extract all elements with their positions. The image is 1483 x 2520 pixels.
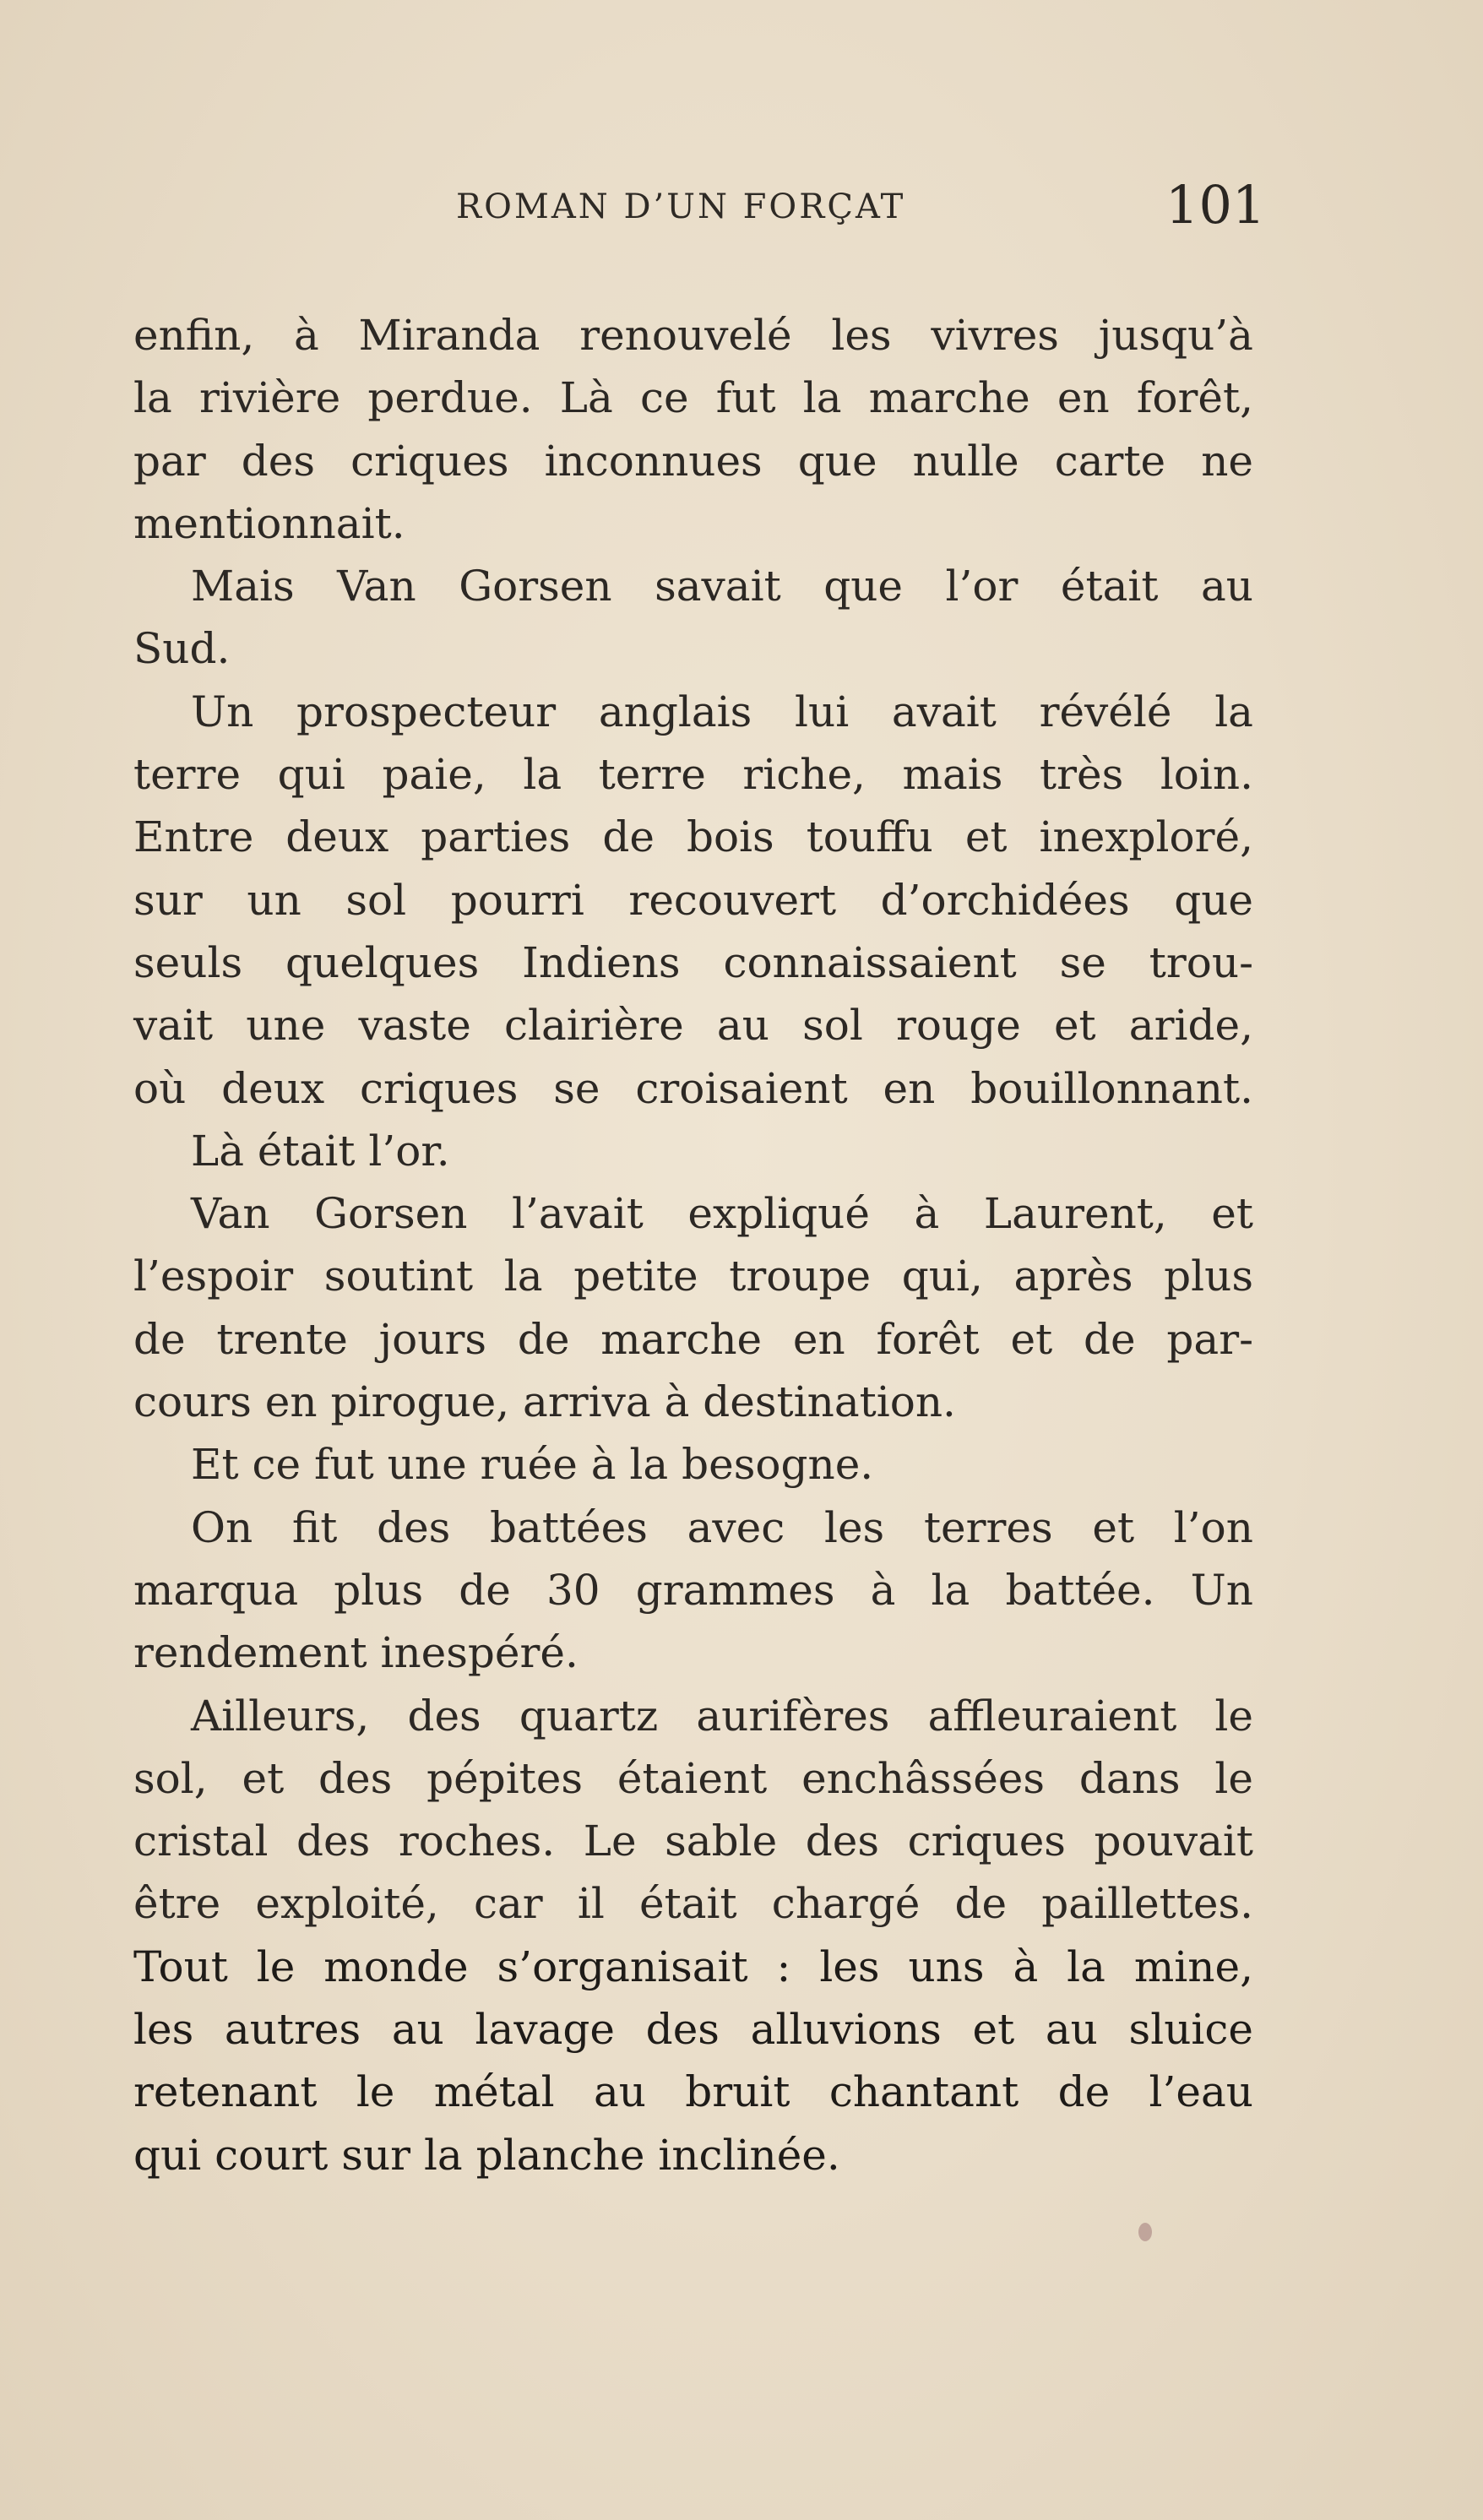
text-line: Entre deux parties de bois touffu et inexploré, bbox=[133, 812, 1253, 862]
text-line: cours en pirogue, arriva à destination. bbox=[133, 1377, 956, 1427]
text-line: Sud. bbox=[133, 624, 231, 674]
text-line: Et ce fut une ruée à la besogne. bbox=[191, 1440, 874, 1490]
text-line: retenant le métal au bruit chantant de l’eau bbox=[133, 2067, 1253, 2117]
page-number: 101 bbox=[1165, 174, 1266, 236]
text-line: par des criques inconnues que nulle carte ne bbox=[133, 436, 1253, 486]
text-line: Là était l’or. bbox=[191, 1126, 450, 1176]
text-line: être exploité, car il était chargé de paillettes. bbox=[133, 1879, 1253, 1929]
text-line: On fit des battées avec les terres et l’on bbox=[191, 1502, 1253, 1552]
text-line: terre qui paie, la terre riche, mais très loin. bbox=[133, 750, 1253, 800]
text-line: vait une vaste clairière au sol rouge et aride, bbox=[133, 1001, 1253, 1051]
ink-speck bbox=[1138, 2223, 1152, 2241]
text-line: sol, et des pépites étaient enchâssées dans le bbox=[133, 1753, 1253, 1803]
running-head: ROMAN D’UN FORÇAT bbox=[456, 187, 906, 226]
text-line: cristal des roches. Le sable des criques pouvait bbox=[133, 1817, 1253, 1866]
text-line: sur un sol pourri recouvert d’orchidées que bbox=[133, 875, 1253, 925]
text-line: Mais Van Gorsen savait que l’or était au bbox=[191, 562, 1253, 611]
text-line: l’espoir soutint la petite troupe qui, après plus bbox=[133, 1252, 1253, 1301]
text-line: marqua plus de 30 grammes à la battée. Un bbox=[133, 1565, 1253, 1615]
text-line: Un prospecteur anglais lui avait révélé la bbox=[191, 687, 1253, 736]
text-line: où deux criques se croisaient en bouillonnant. bbox=[133, 1063, 1253, 1113]
body-text bbox=[133, 304, 1253, 2186]
text-line: rendement inespéré. bbox=[133, 1628, 579, 1678]
text-line: de trente jours de marche en forêt et de par- bbox=[133, 1314, 1253, 1364]
text-line: Tout le monde s’organisait : les uns à la mine, bbox=[133, 1942, 1253, 1991]
text-line: Ailleurs, des quartz aurifères affleuraient le bbox=[191, 1691, 1253, 1741]
text-line: les autres au lavage des alluvions et au sluice bbox=[133, 2005, 1253, 2055]
text-line: enfin, à Miranda renouvelé les vivres jusqu’à bbox=[133, 311, 1253, 360]
text-line: la rivière perdue. Là ce fut la marche en forêt, bbox=[133, 373, 1253, 423]
text-line: Van Gorsen l’avait expliqué à Laurent, et bbox=[191, 1189, 1253, 1239]
text-line: qui court sur la planche inclinée. bbox=[133, 2130, 840, 2180]
text-line: seuls quelques Indiens connaissaient se trou- bbox=[133, 937, 1253, 987]
text-line: mentionnait. bbox=[133, 498, 405, 548]
